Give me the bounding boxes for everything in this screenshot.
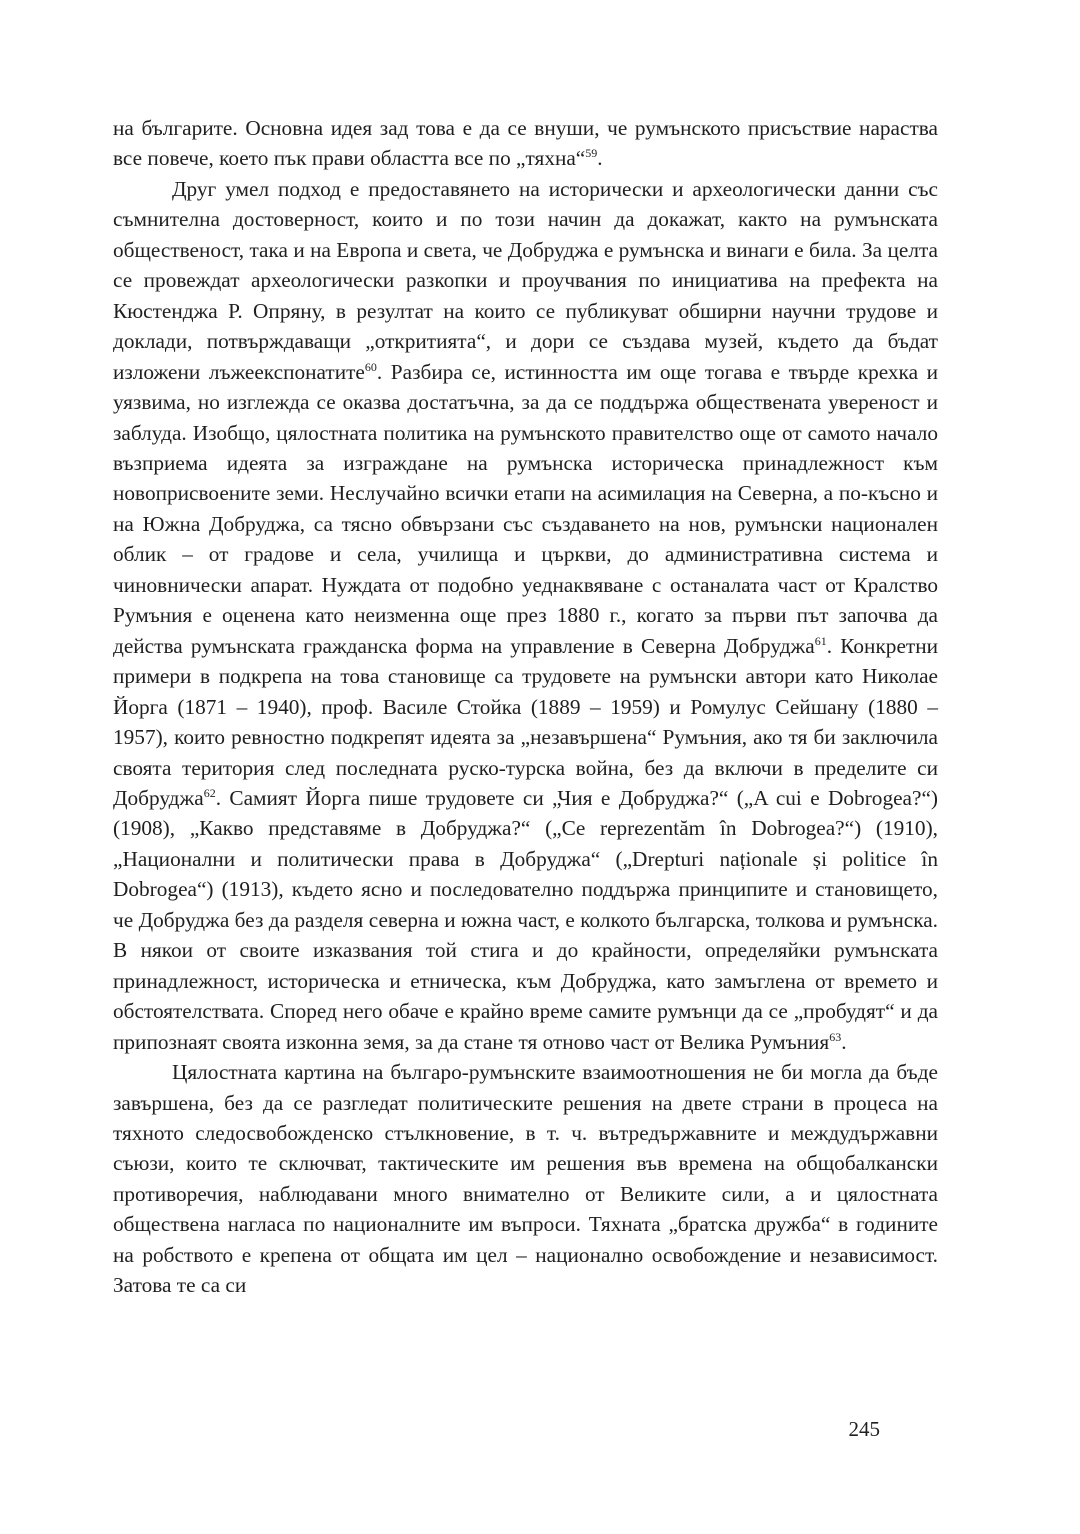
paragraph-2 <box>113 174 938 1057</box>
text-run: . <box>841 1029 847 1054</box>
text-run: . <box>597 146 603 171</box>
paragraph-1 <box>113 113 938 174</box>
footnote-ref-63: 63 <box>829 1029 842 1044</box>
paragraph-3 <box>113 1057 938 1301</box>
footnote-ref-62: 62 <box>203 785 216 800</box>
text-run: на българите. Основна идея зад това е да се внуши, че румънското присъствие нараства все повече, което пък прави областта все по „тяхна“ <box>113 116 938 171</box>
text-run: Цялостната картина на българо-румънските взаимоотношения не би могла да бъде завършена, без да се разгледат политическите решения на двете страни в процеса на тяхното следосвобожденско стълкновение, в т. ч. вътредържавните и междудържавни съюзи, които те сключват, тактическите им решения във времена на общобалкански противоречия, наблюдавани много внимателно от Великите сили, а и цялостната обществена нагласа по националните им въпроси. Тяхната „братска дружба“ в годините на робството е крепена от общата им цел – национално освобождение и независимост. Затова те са си <box>113 1060 938 1298</box>
text-run: . Разбира се, истинността им още тогава е твърде крехка и уязвима, но изглежда се оказва достатъчна, за да се поддържа обществената увереност и заблуда. Изобщо, цялостната политика на румънското правителство още от самото начало възприема идеята за изграждане на румънска историческа принадлежност към новоприсвоените земи. Неслучайно всички етапи на асимилация на Северна, а по-късно и на Южна Добруджа, са тясно обвързани със създаването на нов, румънски национален облик – от градове и села, училища и църкви, до административна система и чиновнически апарат. Нуждата от подобно уеднаквяване с останалата част от Кралство Румъния е оценена като неизменна още през 1880 г., когато за първи път започва да действа румънската гражданска форма на управление в Северна Добруджа <box>113 359 939 658</box>
page-body <box>113 113 938 1301</box>
text-run: . Самият Йорга пише трудовете си „Чия е Добруджа?“ („A cui e Dobrogea?“) (1908), „Какво представяме в Добруджа?“ („Ce reprezentăm în Dobrogea?“) (1910), „Национални и политически права в Добруджа“ („Drepturi naționale și politice în Dobrogea“) (1913), където ясно и последователно поддържа принципите и становището, че Добруджа без да разделя северна и южна част, е колкото българска, толкова и румънска. В някои от своите изказвания той стига и до крайности, определяйки румънската принадлежност, историческа и етническа, към Добруджа, като замъглена от времето и обстоятелствата. Според него обаче е крайно време самите румънци да се „пробудят“ и да припознаят своята изконна земя, за да стане тя отново част от Велика Румъния <box>113 785 938 1054</box>
page-number: 245 <box>848 1417 880 1441</box>
footnote-ref-60: 60 <box>364 359 377 374</box>
footnote-ref-61: 61 <box>814 633 827 648</box>
text-run: . Конкретни примери в подкрепа на това становище са трудовете на румънски автори като Николае Йорга (1871 – 1940), проф. Василе Стойка (1889 – 1959) и Ромулус Сейшану (1880 – 1957), които ревностно подкрепят идеята за „незавършена“ Румъния, ако тя би заключила своята територия след последната руско-турска война, без да включи в пределите си Добруджа <box>113 633 939 810</box>
footnote-ref-59: 59 <box>585 146 598 161</box>
text-run: Друг умел подход е предоставянето на исторически и археологически данни със съмнителна достоверност, които и по този начин да докажат, както на румънската общественост, така и на Европа и света, че Добруджа е румънска и винаги е била. За целта се провеждат археологически разкопки и проучвания по инициатива на префекта на Кюстенджа Р. Опряну, в резултат на които се публикуват обширни научни трудове и доклади, потвърждаващи „откритията“, и дори се създава музей, където да бъдат изложени лъжеекспонатите <box>113 176 938 384</box>
